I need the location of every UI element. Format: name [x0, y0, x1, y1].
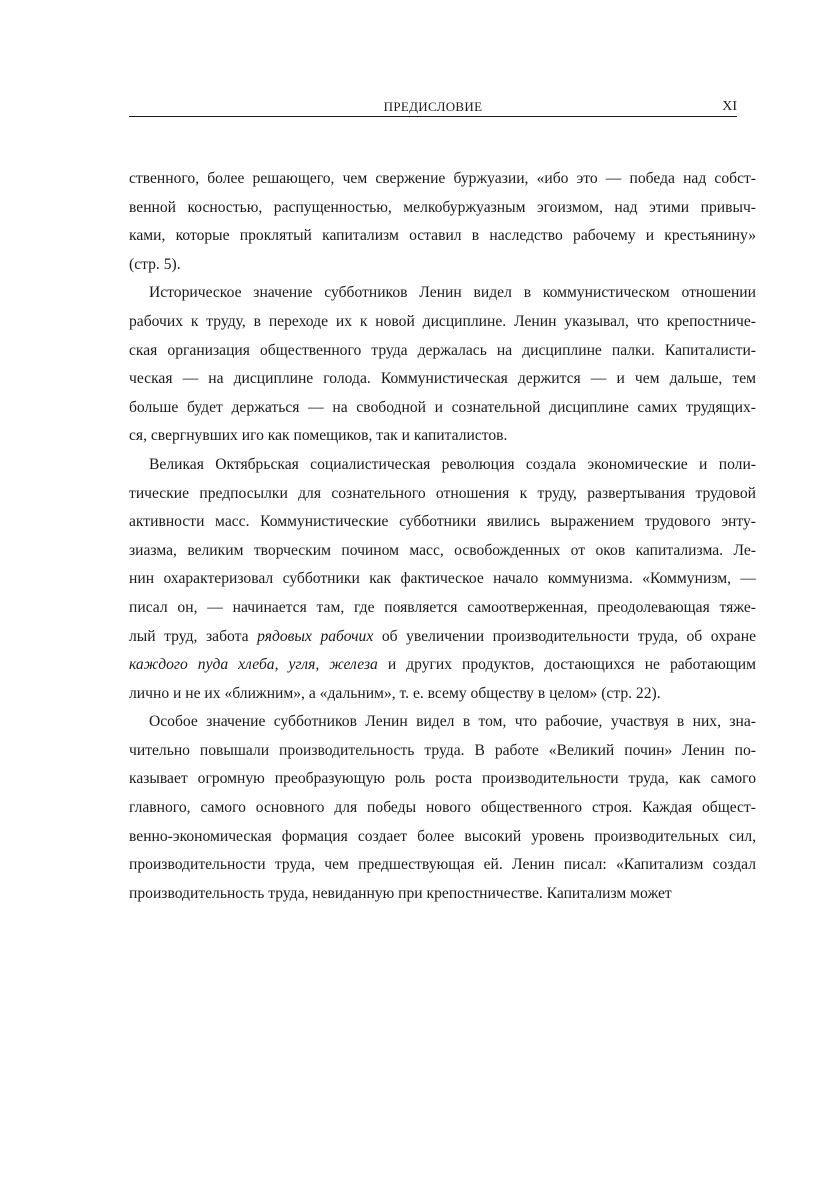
text-line: чительно повышали производительность труда. В работе «Великий почин» Ленин по-: [129, 741, 756, 759]
text-line: ская организация общественного труда держалась на дисциплине палки. Капиталисти-: [129, 341, 756, 359]
paragraph-4: [129, 708, 756, 908]
text-line: лично и не их «ближним», а «дальним», т. е. всему обществу в целом» (стр. 22).: [129, 684, 661, 702]
text-line: ся, свергнувших иго как помещиков, так и капиталистов.: [129, 427, 508, 445]
text-line: [129, 651, 756, 680]
text-line: нин охарактеризовал субботники как фактическое начало коммунизма. «Коммунизм, —: [129, 570, 756, 588]
text-line: производительности труда, чем предшествующая ей. Ленин писал: «Капитализм создал: [129, 856, 756, 874]
text-line: больше будет держаться — на свободной и сознательной дисциплине самих трудящих-: [129, 398, 756, 416]
text-line: [129, 623, 756, 652]
text-line: ками, которые проклятый капитализм оставил в наследство рабочему и крестьянину»: [129, 227, 756, 245]
text-line: (стр. 5).: [129, 255, 181, 273]
text-line: писал он, — начинается там, где появляется самоотверженная, преодолевающая тяже-: [129, 598, 756, 616]
text-line: Великая Октябрьская социалистическая революция создала экономические и поли-: [149, 455, 756, 473]
running-header-title: ПРЕДИСЛОВИЕ: [383, 99, 483, 114]
italic-emphasis: каждого пуда хлеба, угля, железа: [129, 656, 378, 674]
text-line: ческая — на дисциплине голода. Коммунистическая держится — и чем дальше, тем: [129, 370, 756, 388]
text-line: венной косностью, распущенностью, мелкобуржуазным эгоизмом, над этими привыч-: [129, 198, 756, 216]
text-segment: об увеличении производительности труда, об охране: [373, 627, 756, 645]
text-segment: и других продуктов, достающихся не работающим: [377, 656, 756, 674]
text-segment: лый труд, забота: [129, 627, 258, 645]
text-line: ственного, более решающего, чем свержение буржуазии, «ибо это — победа над собст-: [129, 170, 756, 187]
text-line: венно-экономическая формация создает более высокий уровень производительных сил,: [129, 827, 756, 845]
body-text: [129, 165, 756, 908]
text-line: главного, самого основного для победы нового общественного строя. Каждая общест-: [129, 799, 756, 817]
italic-emphasis: рядовых рабочих: [257, 627, 374, 645]
text-line: казывает огромную преобразующую роль роста производительности труда, как самого: [129, 770, 756, 788]
text-line: производительность труда, невиданную при крепостничестве. Капитализм может: [129, 884, 672, 902]
paragraph-2: [129, 279, 756, 451]
paragraph-1: [129, 165, 756, 279]
text-line: зиазма, великим творческим почином масс, освобожденных от оков капитализма. Ле-: [129, 541, 756, 559]
text-line: активности масс. Коммунистические субботники явились выражением трудового энту-: [129, 513, 756, 531]
page-number: XI: [722, 99, 737, 114]
text-line: рабочих к труду, в переходе их к новой дисциплине. Ленин указывал, что крепостниче-: [129, 312, 756, 330]
text-line: Историческое значение субботников Ленин видел в коммунистическом отношении: [149, 284, 756, 302]
paragraph-3: [129, 451, 756, 708]
text-line: Особое значение субботников Ленин видел в том, что рабочие, участвуя в них, зна-: [149, 713, 756, 731]
running-header: [129, 98, 737, 117]
text-line: тические предпосылки для сознательного отношения к труду, развертывания трудовой: [129, 484, 756, 502]
